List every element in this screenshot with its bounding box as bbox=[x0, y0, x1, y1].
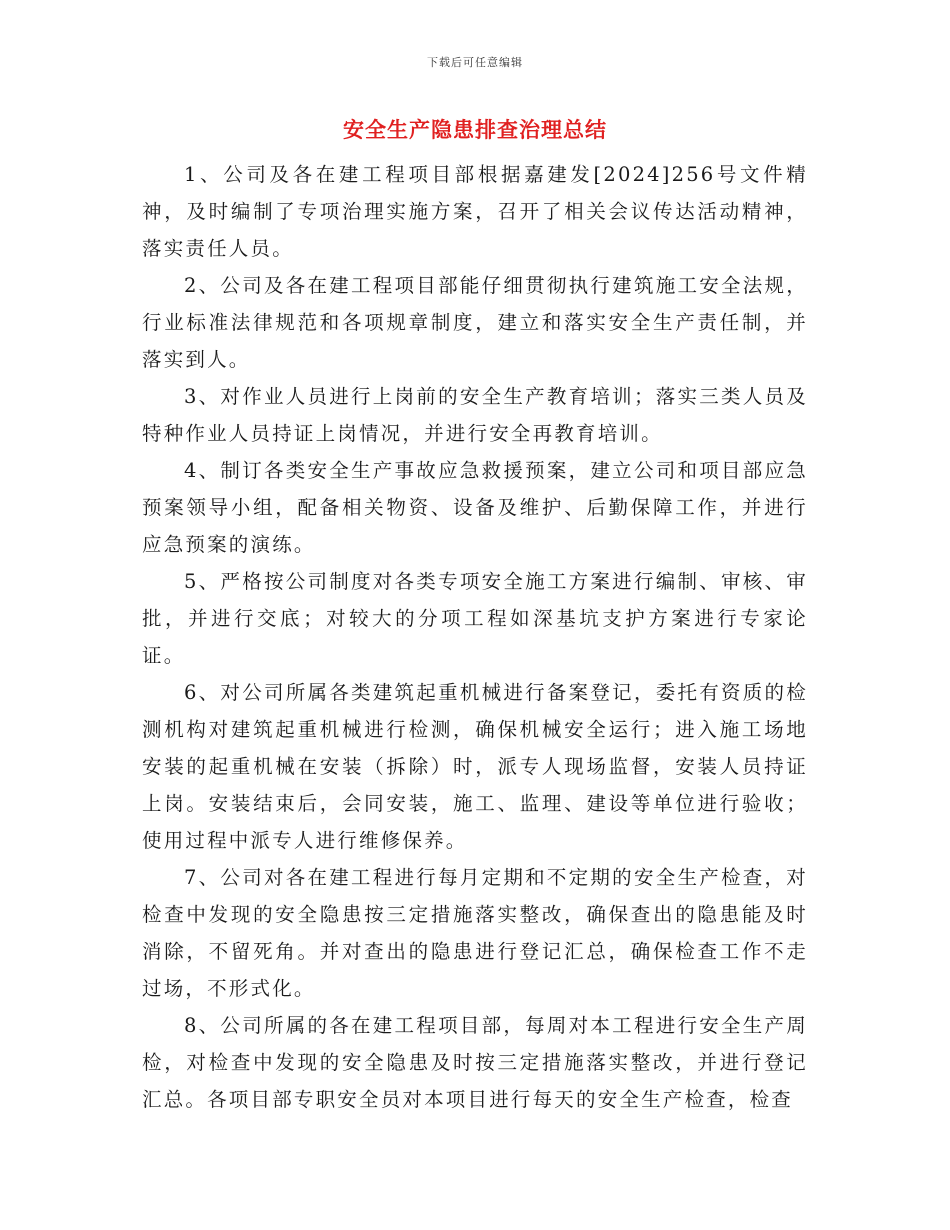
paragraph-1: 1、公司及各在建工程项目部根据嘉建发[2024]256号文件精神，及时编制了专项治理实施方案，召开了相关会议传达活动精神，落实责任人员。 bbox=[142, 163, 808, 260]
paragraph-2: 2、公司及各在建工程项目部能仔细贯彻执行建筑施工安全法规，行业标准法律规范和各项规章制度，建立和落实安全生产责任制，并落实到人。 bbox=[142, 274, 808, 371]
paragraph-5: 5、严格按公司制度对各类专项安全施工方案进行编制、审核、审批，并进行交底；对较大的分项工程如深基坑支护方案进行专家论证。 bbox=[142, 570, 808, 667]
paragraph-7: 7、公司对各在建工程进行每月定期和不定期的安全生产检查，对检查中发现的安全隐患按三定措施落实整改，确保查出的隐患能及时消除，不留死角。并对查出的隐患进行登记汇总，确保检查工作不走过场，不形式化。 bbox=[142, 866, 808, 1000]
paragraph-4: 4、制订各类安全生产事故应急救援预案，建立公司和项目部应急预案领导小组，配备相关物资、设备及维护、后勤保障工作，并进行应急预案的演练。 bbox=[142, 459, 808, 556]
document-title: 安全生产隐患排查治理总结 bbox=[343, 117, 607, 142]
paragraph-8: 8、公司所属的各在建工程项目部，每周对本工程进行安全生产周检，对检查中发现的安全隐患及时按三定措施落实整改，并进行登记汇总。各项目部专职安全员对本项目进行每天的安全生产检查，检查 bbox=[142, 1014, 808, 1111]
paragraph-3: 3、对作业人员进行上岗前的安全生产教育培训；落实三类人员及特种作业人员持证上岗情况，并进行安全再教育培训。 bbox=[142, 385, 808, 445]
header-note: 下载后可任意编辑 bbox=[427, 56, 523, 69]
paragraph-6: 6、对公司所属各类建筑起重机械进行备案登记，委托有资质的检测机构对建筑起重机械进行检测，确保机械安全运行；进入施工场地安装的起重机械在安装（拆除）时，派专人现场监督，安装人员持证上岗。安装结束后，会同安装，施工、监理、建设等单位进行验收；使用过程中派专人进行维修保养。 bbox=[142, 681, 808, 852]
document-body bbox=[142, 156, 808, 1118]
